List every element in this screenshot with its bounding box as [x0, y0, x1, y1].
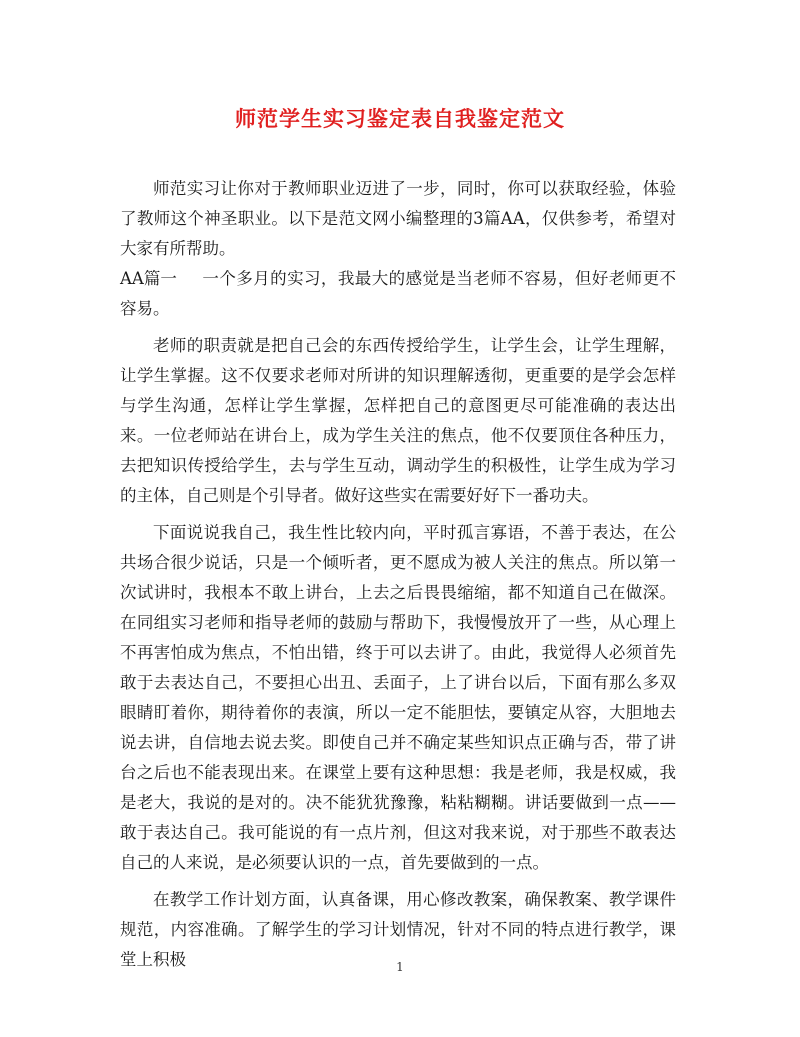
section-first-paragraph [120, 264, 676, 324]
intro-paragraph: 师范实习让你对于教师职业迈进了一步，同时，你可以获取经验，体验了教师这个神圣职业。以下是范文网小编整理的3篇AA，仅供参考，希望对大家有所帮助。 [120, 179, 676, 258]
section-first-line: 一个多月的实习，我最大的感觉是当老师不容易，但好老师更不容易。 [120, 269, 676, 318]
body-paragraph: 下面说说我自己，我生性比较内向，平时孤言寡语，不善于表达，在公共场合很少说话，只是一个倾听者，更不愿成为被人关注的焦点。所以第一次试讲时，我根本不敢上讲台，上去之后畏畏缩缩，都不知道自己在做深。在同组实习老师和指导老师的鼓励与帮助下，我慢慢放开了一些，从心理上不再害怕成为焦点，不怕出错，终于可以去讲了。由此，我觉得人必须首先敢于去表达自己，不要担心出丑、丢面子，上了讲台以后，下面有那么多双眼睛盯着你，期待着你的表演，所以一定不能胆怯，要镇定从容，大胆地去说去讲，自信地去说去奖。即使自己并不确定某些知识点正确与否，带了讲台之后也不能表现出来。在课堂上要有这种思想：我是老师，我是权威，我是老大，我说的是对的。决不能犹犹豫豫，粘粘糊糊。讲话要做到一点——敢于表达自己。我可能说的有一点片剂，但这对我来说，对于那些不敢表达自己的人来说，是必须要认识的一点，首先要做到的一点。 [120, 523, 676, 872]
document-title: 师范学生实习鉴定表自我鉴定范文 [235, 106, 565, 131]
body-paragraph: 老师的职责就是把自己会的东西传授给学生，让学生会，让学生理解，让学生掌握。这不仅要求老师对所讲的知识理解透彻，更重要的是学会怎样与学生沟通，怎样让学生掌握，怎样把自己的意图更尽可能准确的表达出来。一位老师站在讲台上，成为学生关注的焦点，他不仅要顶住各种压力，去把知识传授给学生，去与学生互动，调动学生的积极性，让学生成为学习的主体，自己则是个引导者。做好这些实在需要好好下一番功夫。 [120, 336, 676, 505]
page-number: 1 [396, 960, 404, 974]
document-body [120, 174, 676, 975]
body-paragraph: 在教学工作计划方面，认真备课，用心修改教案，确保教案、教学课件规范，内容准确。了解学生的学习计划情况，针对不同的特点进行教学，课堂上积极 [120, 890, 676, 969]
section-label: AA篇一 [120, 269, 177, 288]
